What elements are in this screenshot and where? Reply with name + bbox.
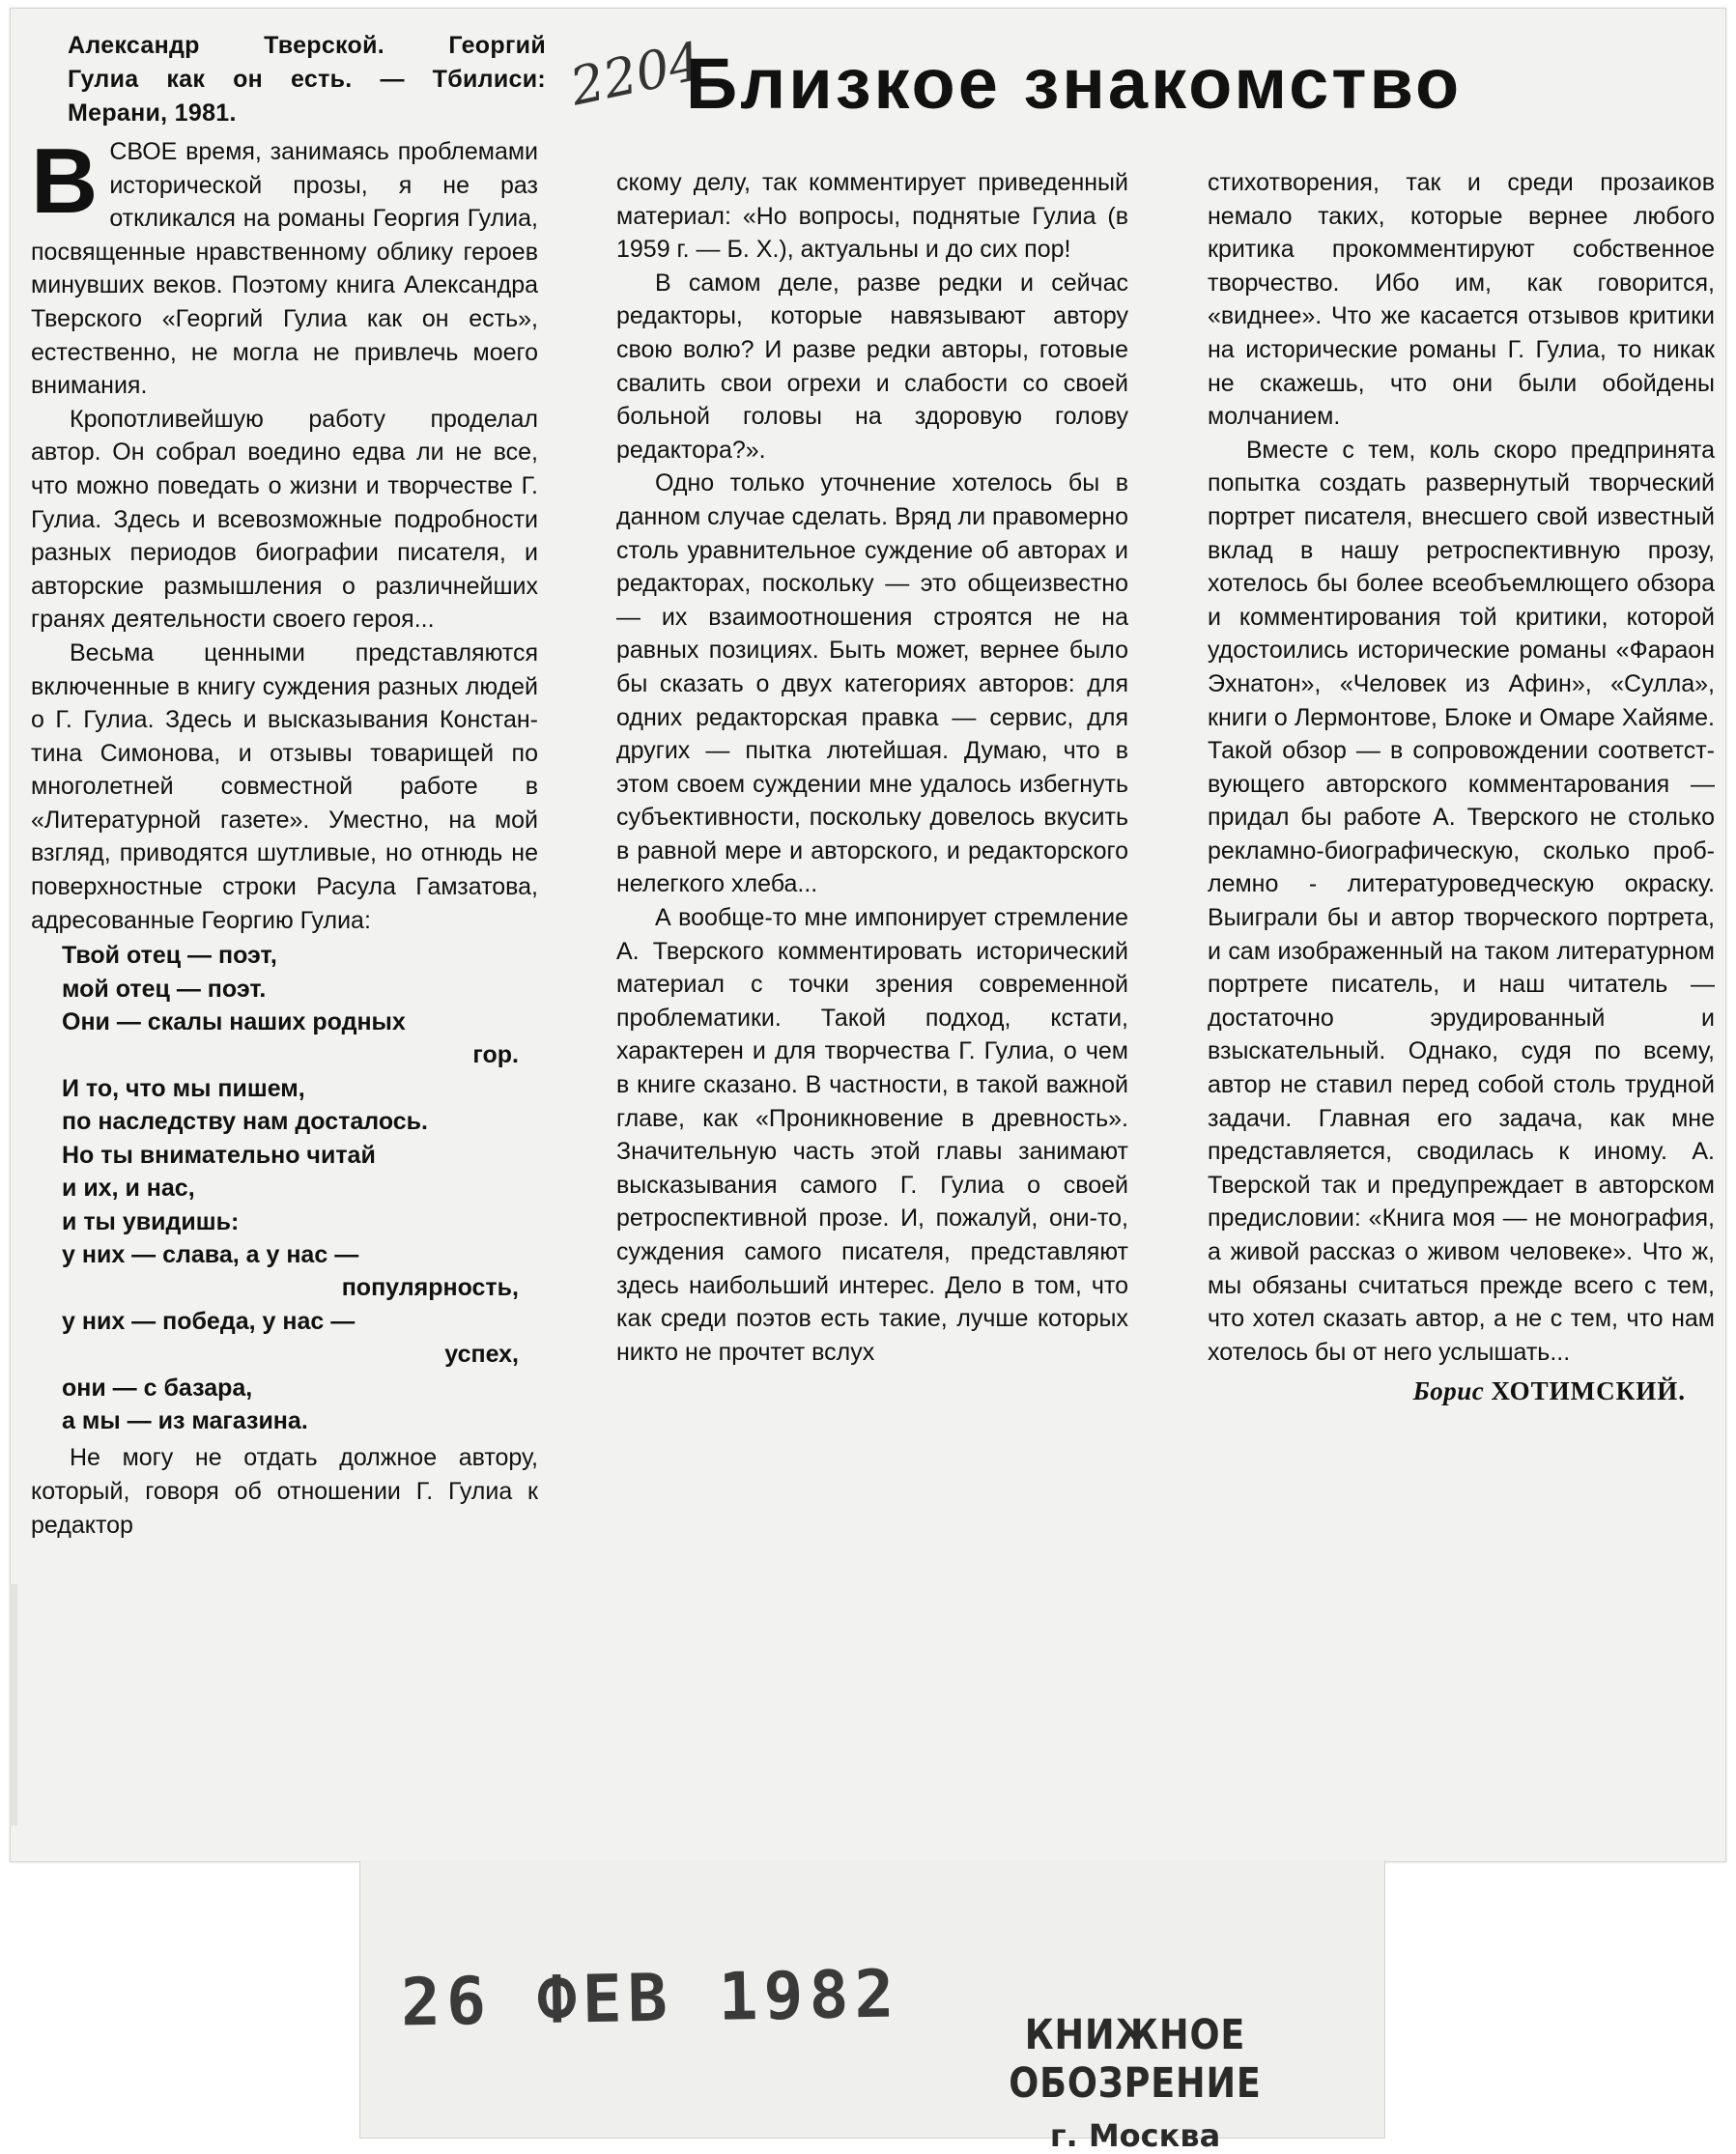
poem-line: успех, — [444, 1341, 519, 1369]
drop-cap: В — [31, 129, 99, 233]
paragraph: Не могу не отдать должное автору, который, говоря об отношении Г. Гулиа к редактор — [31, 1444, 538, 1539]
paragraph: Весьма ценными представляются включенные в книгу суждения разных людей о Г. Гулиа. Здесь и высказывания Константина Симонова, и отзывы товарищей по многолетней совместной работе в «Литературной газете». Уместно, на мой взгляд, приводятся шутливые, но отнюдь не поверхностные строки Расула Гамзатова, адресованные Георгию Гулиа: — [31, 638, 538, 934]
paragraph: А вообще-то мне импонирует стремление А. Тверского комментировать исторический материал с точки зрения современной проблематики. Такой подход, кстати, характерен и для творчества Г. Гулиа, о чем в книге сказано. В частности, в такой важной главе, как «Проникновение в древность». Значительную часть этой главы занимают высказывания самого Г. Гулиа о своей ретроспективной прозе. И, пожалуй, они-то, суждения самого писателя, представляют здесь наибольший интерес. Дело в том, что как среди поэтов есть такие, лучше которых никто не прочтет вслух — [616, 904, 1128, 1366]
paragraph: стихотворения, так и среди прозаиков немало таких, которые вернее любого критика прокомментируют собственное творчество. Ибо им, как говорится, «виднее». Что же касается отзывов критики на исторические романы Г. Гулиа, то никак не скажешь, что они были обойдены молчанием. — [1208, 169, 1715, 431]
column-3 — [1208, 166, 1715, 1408]
paragraph: скому делу, так комментирует приведенный материал: «Но вопросы, поднятые Гулиа (в 1959 г. — Б. Х.), актуальны и до сих пор! — [616, 169, 1128, 264]
paragraph: В самом деле, разве редки и сейчас редакторы, которые навязывают автору свою волю? И разве редки авторы, готовые свалить свои огрехи и слабости со своей больной головы на здоровую голову редактора?». — [616, 269, 1128, 464]
poem-line: по наследству нам досталось. — [62, 1108, 428, 1136]
author-last-name: ХОТИМСКИЙ. — [1491, 1376, 1686, 1406]
column-1 — [31, 129, 538, 1542]
book-reference-line: Александр Тверской. Георгий — [68, 32, 546, 59]
book-reference — [68, 29, 546, 130]
poem-line: у них — победа, у нас — — [62, 1307, 356, 1335]
book-reference-line: Гулиа как он есть. — Тбилиси: — [68, 66, 546, 93]
paragraph: ВСВОЕ время, занимаясь проблемами исторической прозы, я не раз откликался на романы Георгия Гулиа, посвященные нравственному облику героев минувших веков. Поэтому книга Александра Тверского «Георгий Гулиа как он есть», естественно, не могла не привлечь моего внимания. — [31, 129, 538, 400]
paper-fold — [10, 1584, 17, 1826]
paragraph: Одно только уточнение хотелось бы в данном случае сделать. Вряд ли правомерно столь уравнительное суждение об авторах и редакторах, поскольку — это общеизвестно — их взаимоотношения строятся не на равных позициях. Быть может, вернее было бы сказать о двух категориях авторов: для одних редакторская правка — сервис, для других — пытка лютейшая. Думаю, что в этом своем суждении мне удалось избегнуть субъективности, поскольку довелось вкусить в равной мере и авторского, и редакторского нелегкого хлеба... — [616, 469, 1128, 898]
column-2 — [616, 166, 1128, 1369]
poem-line: Они — скалы наших родных — [62, 1008, 406, 1036]
book-reference-line: Мерани, 1981. — [68, 99, 237, 127]
paragraph: Кропотливейшую работу проделал автор. Он собрал воедино едва ли не все, что можно поведать о жизни и творчестве Г. Гулиа. Здесь и всевозможные подробности разных периодов биографии писателя, и авторские размышления о различнейших гранях деятельности своего героя... — [31, 405, 538, 634]
poem-line: они — с базара, — [62, 1374, 253, 1402]
article-title: Близкое знакомство — [686, 43, 1463, 124]
poem-line: популярность, — [341, 1274, 519, 1302]
source-stamp-name: КНИЖНОЕ ОБОЗРЕНИЕ — [1009, 2011, 1262, 2108]
poem-line: Но ты внимательно читай — [62, 1141, 376, 1169]
poem-line: и ты увидишь: — [62, 1207, 240, 1235]
paragraph: Вместе с тем, коль скоро предпринята попытка создать развернутый творческий портрет писателя, внесшего свой известный вклад в нашу ретроспективную прозу, хотелось бы более всеобъемлющего обзора и комментирования той критики, которой удостоились исторические романы «Фараон Эхнатон», «Человек из Афин», «Сулла», книги о Лермонтове, Блоке и Омаре Хайяме. Такой обзор — в сопровождении соответствующего авторского комментарования — придал бы работе А. Тверского не столько рекламно-биографическую, сколько проблемно - литературоведческую окраску. Выиграли бы и автор творческого портрета, и сам изображенный на таком литературном портрете писатель, и наш читатель — достаточно эрудированный и взыскательный. Однако, судя по всему, автор не ставил перед собой столь трудной задачи. Главная его задача, как мне представляется, сводилась к иному. А. Тверской так и предупреждает в авторском предисловии: «Книга моя — не монография, а живой рассказ о живом человеке». Что ж, мы обязаны считаться прежде всего с тем, что хотел сказать автор, а не с тем, что нам хотелось бы от него услышать... — [1208, 436, 1715, 1366]
poem-line: и их, и нас, — [62, 1175, 195, 1203]
source-stamp-city: г. Москва — [1049, 2117, 1221, 2154]
poem-line: И то, что мы пишем, — [62, 1074, 305, 1102]
author-first-name: Борис — [1412, 1376, 1485, 1406]
author-signature — [1208, 1375, 1715, 1408]
poem-line: мой отец — поэт. — [62, 975, 267, 1003]
source-stamp — [923, 2011, 1348, 2154]
poem-line: гор. — [472, 1041, 519, 1069]
poem-line: у них — слава, а у нас — — [62, 1240, 359, 1268]
poem-quote — [31, 939, 538, 1437]
date-stamp: 26 ФЕВ 1982 — [400, 1956, 900, 2042]
poem-line: а мы — из магазина. — [62, 1406, 308, 1434]
poem-line: Твой отец — поэт, — [62, 942, 277, 970]
handwritten-note: 2204 — [564, 30, 708, 118]
